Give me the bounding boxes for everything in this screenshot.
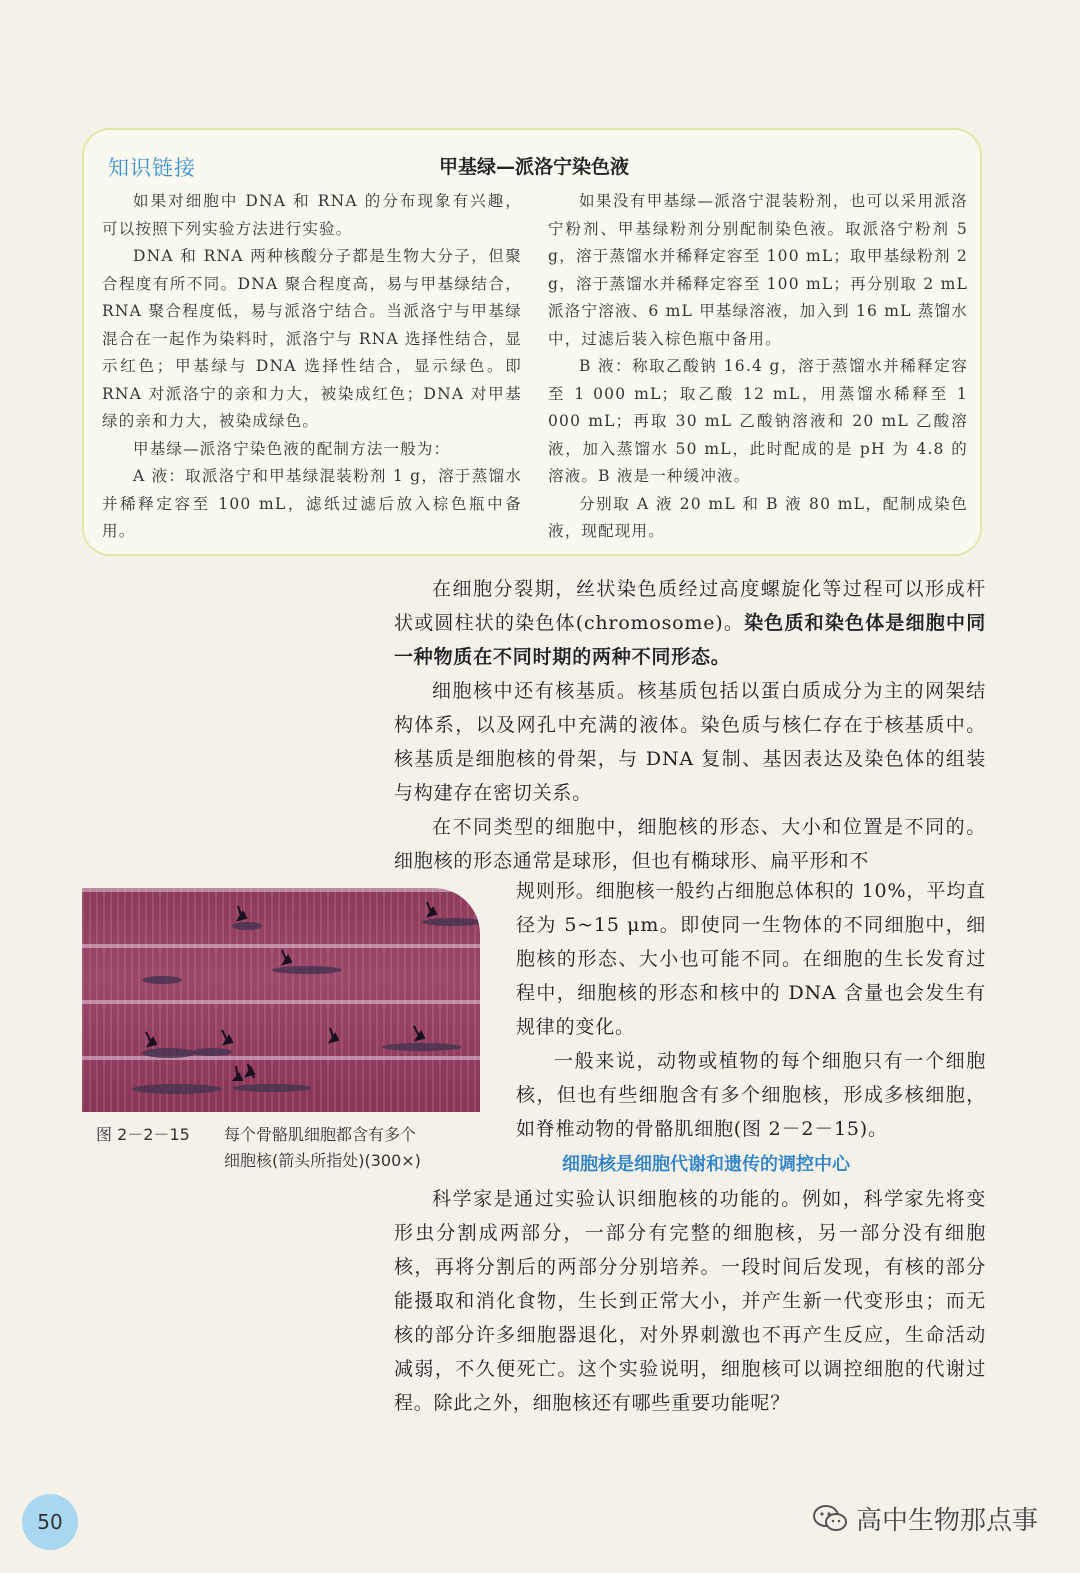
emphasis-text: 染色质和染色体是细胞中同一种物质在不同时期的两种不同形态。 — [394, 612, 986, 668]
figure-number: 图 2－2－15 — [96, 1125, 190, 1144]
knowledge-link-box — [82, 128, 982, 556]
box-paragraph: 如果没有甲基绿—派洛宁混装粉剂，也可以采用派洛宁粉剂、甲基绿粉剂分别配制染色液。取派洛宁粉剂 5 g，溶于蒸馏水并稀释定容至 100 mL；取甲基绿粉剂 2 g，溶于蒸馏水并稀释定容至 100 mL；再分别取 2 mL 派洛宁溶液、6 mL 甲基绿溶液，加入到 16 mL 蒸馏水中，过滤后装入棕色瓶中备用。 — [548, 192, 968, 348]
arrow-icon — [82, 888, 480, 1112]
paragraph-nuclear-matrix: 细胞核中还有核基质。核基质包括以蛋白质成分为主的网架结构体系，以及网孔中充满的液体。染色质与核仁存在于核基质中。核基质是细胞核的骨架，与 DNA 复制、基因表达及染色体的组装与构建存在密切关系。 — [394, 680, 986, 804]
skeletal-muscle-micrograph — [82, 888, 480, 1112]
watermark-text: 高中生物那点事 — [856, 1506, 1039, 1536]
main-text-lower — [394, 1182, 986, 1420]
paragraph-nucleus-size: 规则形。细胞核一般约占细胞总体积的 10%，平均直径为 5~15 μm。即使同一生物体的不同细胞中，细胞核的形态、大小也可能不同。在细胞的生长发育过程中，细胞核的形态和核中的 DNA 含量也会发生有规律的变化。 — [516, 880, 986, 1038]
box-paragraph: A 液：取派洛宁和甲基绿混装粉剂 1 g，溶于蒸馏水并稀释定容至 100 mL，滤纸过滤后放入棕色瓶中备用。 — [102, 467, 522, 540]
caption-line: 每个骨骼肌细胞都含有多个 — [224, 1125, 417, 1144]
box-title: 甲基绿—派洛宁染色液 — [438, 156, 629, 178]
figure-caption — [96, 1122, 486, 1174]
knowledge-link-tag: 知识链接 — [108, 156, 196, 180]
main-text-wrapped — [516, 874, 986, 1146]
page-number: 50 — [22, 1494, 78, 1550]
paragraph-amoeba-experiment: 科学家是通过实验认识细胞核的功能的。例如，科学家先将变形虫分割成两部分，一部分有完整的细胞核，另一部分没有细胞核，再将分割后的两部分分别培养。一段时间后发现，有核的部分能摄取和消化食物，生长到正常大小，并产生新一代变形虫；而无核的部分许多细胞器退化，对外界刺激也不再产生反应，生命活动减弱，不久便死亡。这个实验说明，细胞核可以调控细胞的代谢过程。除此之外，细胞核还有哪些重要功能呢？ — [394, 1188, 986, 1414]
box-paragraph: DNA 和 RNA 两种核酸分子都是生物大分子，但聚合程度有所不同。DNA 聚合程度高，易与甲基绿结合，RNA 聚合程度低，易与派洛宁结合。当派洛宁与甲基绿混合在一起作为染料时，派洛宁与 RNA 选择性结合，显示红色；甲基绿与 DNA 选择性结合，显示绿色。即 RNA 对派洛宁的亲和力大，被染成红色；DNA 对甲基绿的亲和力大，被染成绿色。 — [102, 247, 522, 430]
caption-line: 细胞核(箭头所指处)(300×) — [224, 1151, 421, 1170]
paragraph-multinuclear: 一般来说，动物或植物的每个细胞只有一个细胞核，但也有些细胞含有多个细胞核，形成多核细胞，如脊椎动物的骨骼肌细胞(图 2－2－15)。 — [516, 1050, 986, 1140]
watermark — [812, 1500, 1038, 1537]
wechat-icon — [812, 1504, 848, 1534]
box-paragraph: 甲基绿—派洛宁染色液的配制方法一般为： — [133, 439, 451, 458]
box-right-column — [548, 188, 968, 546]
box-left-column — [102, 188, 522, 546]
paragraph-nucleus-shape: 在不同类型的细胞中，细胞核的形态、大小和位置是不同的。细胞核的形态通常是球形，但也有椭球形、扁平形和不 — [394, 816, 986, 872]
paragraph-chromosome — [394, 572, 986, 674]
box-paragraph: 如果对细胞中 DNA 和 RNA 的分布现象有兴趣，可以按照下列实验方法进行实验。 — [102, 192, 522, 238]
box-paragraph: B 液：称取乙酸钠 16.4 g，溶于蒸馏水并稀释定容至 1 000 mL；取乙酸 12 mL，用蒸馏水稀释至 1 000 mL；再取 30 mL 乙酸钠溶液和 20 mL 乙酸溶液，加入蒸馏水 50 mL，此时配成的是 pH 为 4.8 的溶液。B 液是一种缓冲液。 — [548, 357, 968, 485]
box-paragraph: 分别取 A 液 20 mL 和 B 液 80 mL，配制成染色液，现配现用。 — [548, 494, 968, 540]
main-text-upper — [394, 572, 986, 878]
section-heading: 细胞核是细胞代谢和遗传的调控中心 — [562, 1154, 850, 1175]
paragraph-text: 在细胞分裂期，丝状染色质经过高度螺旋化等过程可以形成杆状或圆柱状的染色体(chromosome)。 — [394, 578, 986, 634]
